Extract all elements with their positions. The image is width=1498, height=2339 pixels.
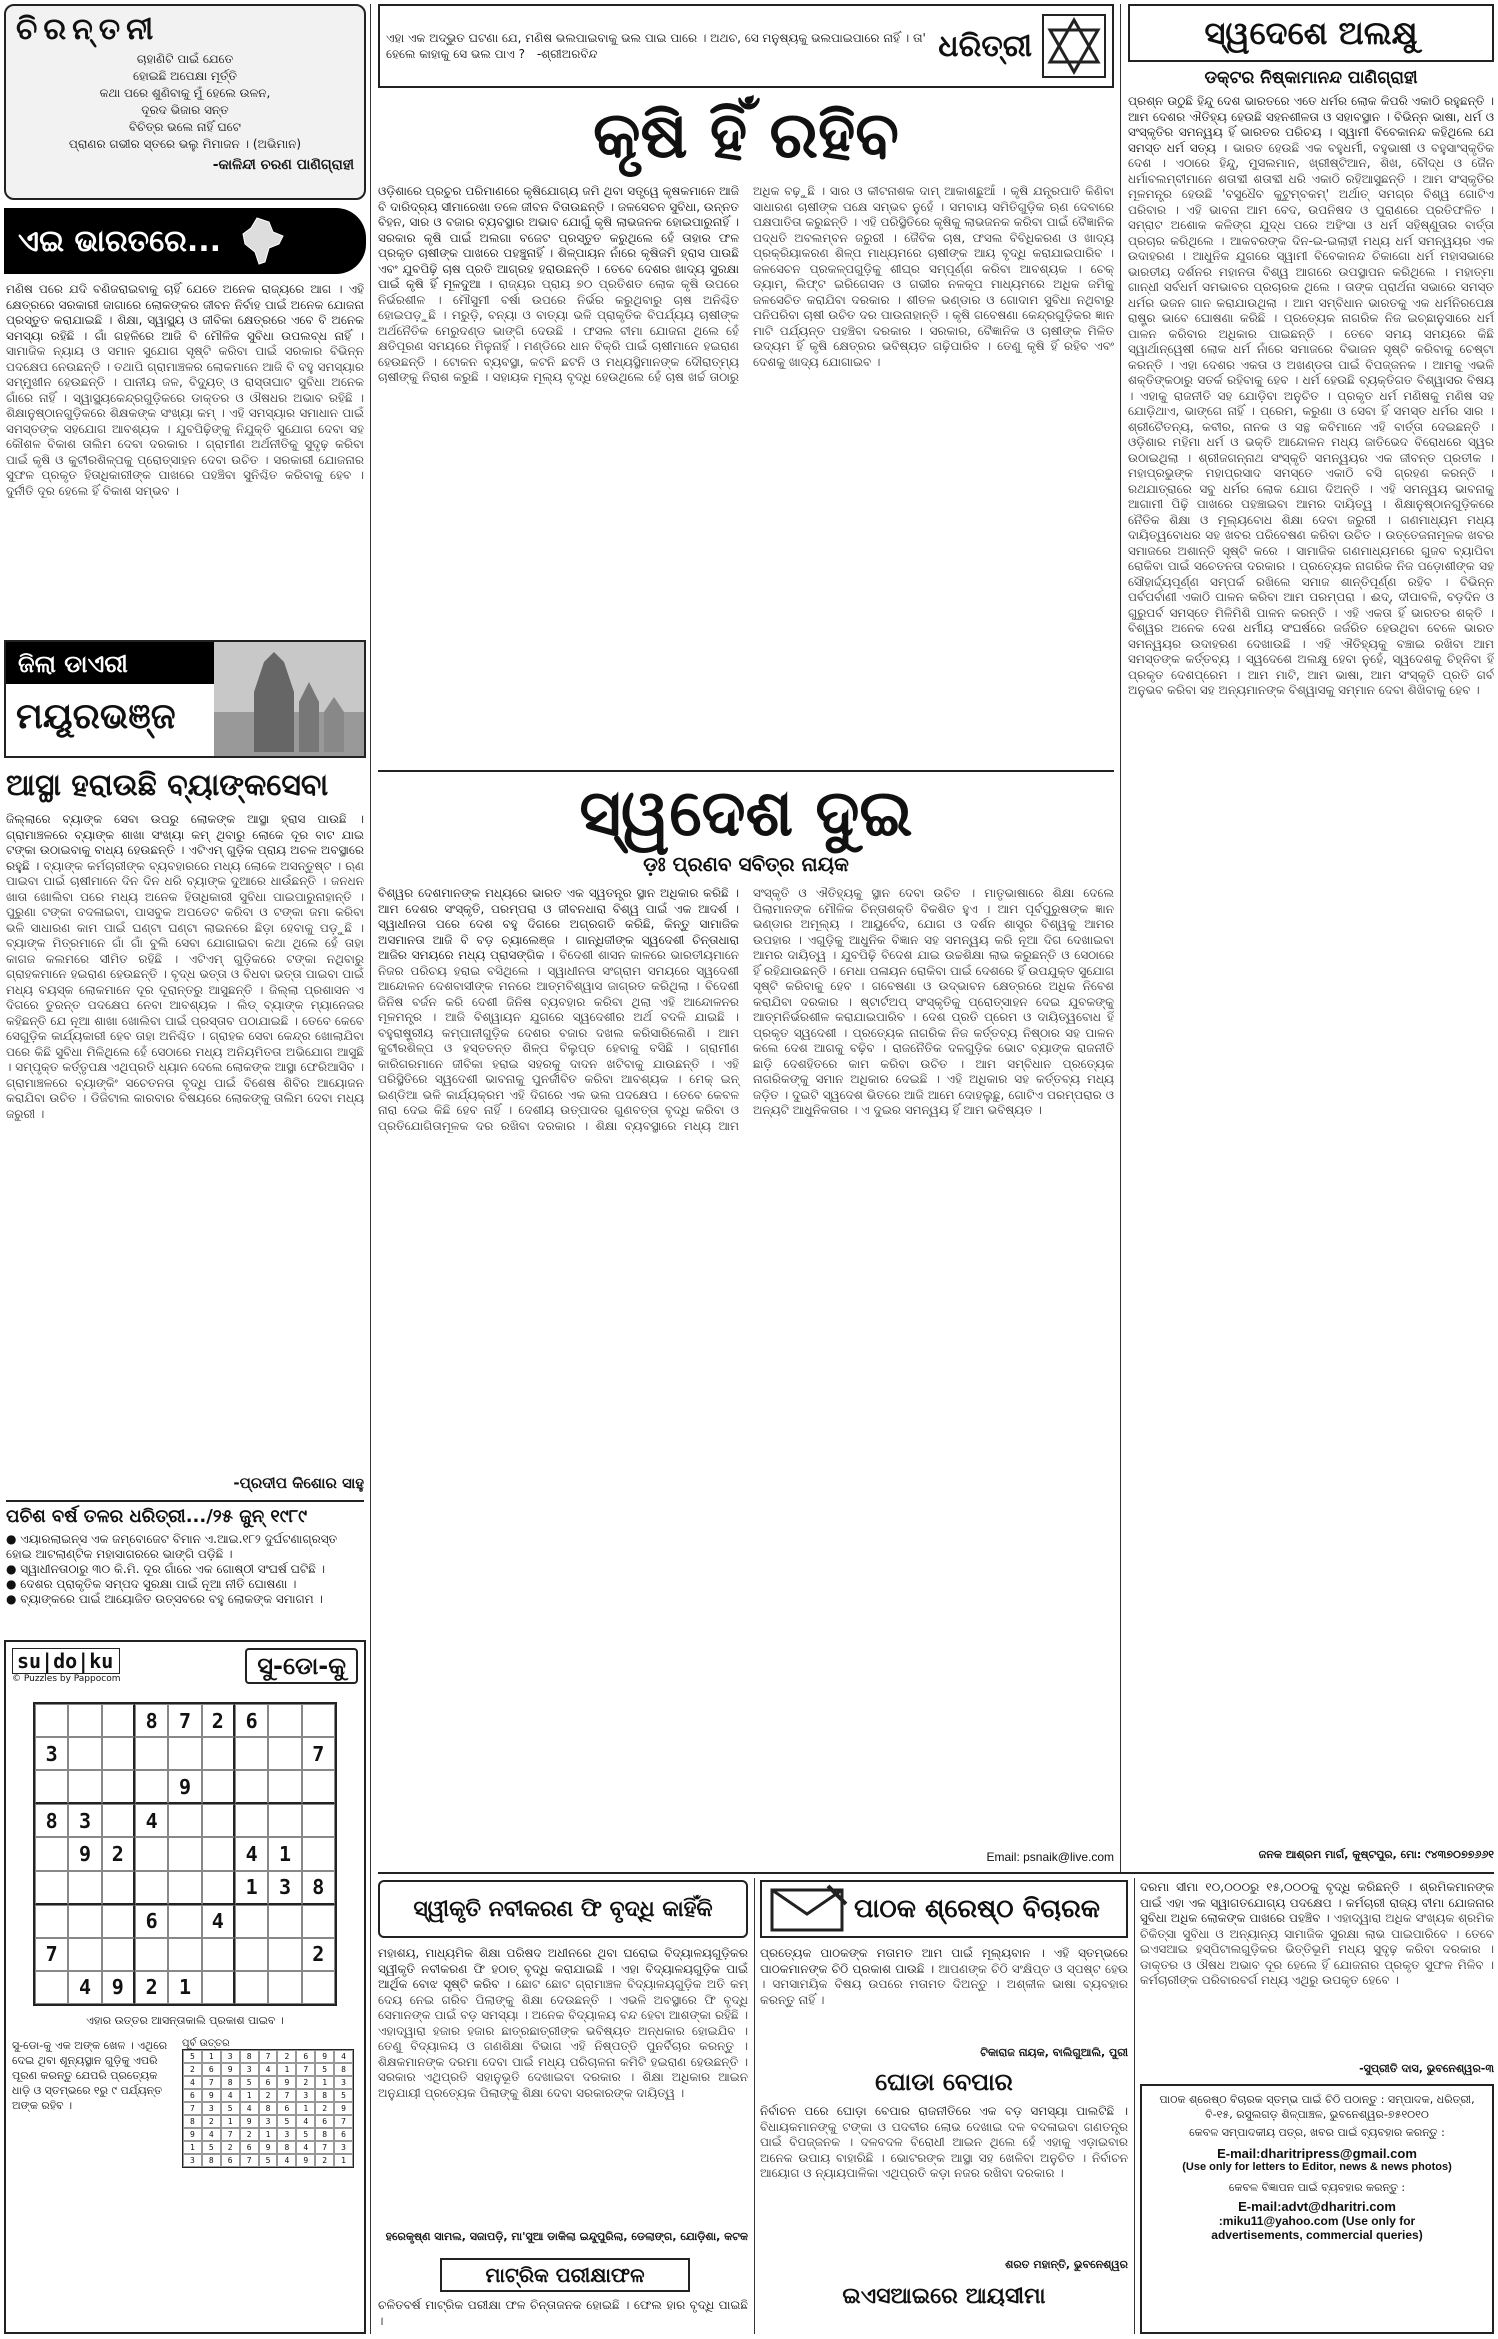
- sudoku-prev-cell: 8: [183, 2115, 202, 2128]
- swadesh-dui-email: Email: psnaik@live.com: [986, 1850, 1114, 1864]
- masthead: [378, 4, 1114, 88]
- sudoku-prev-cell: 7: [259, 2050, 278, 2063]
- sudoku-cell: [302, 1837, 335, 1870]
- swadesh-dui-headline: ସ୍ୱଦେଶ ଦୁଇ: [579, 777, 913, 851]
- sudoku-prev-cell: 5: [221, 2102, 240, 2115]
- sudoku-prev-cell: 7: [202, 2076, 221, 2089]
- sudoku-prev-cell: 2: [277, 2050, 296, 2063]
- sudoku-cell: 7: [168, 1704, 201, 1737]
- poem-line: ହୋଇଛି ଅପେକ୍ଷା ମୂର୍ତ୍ତି: [133, 69, 237, 83]
- sudoku-prev-cell: 7: [277, 2089, 296, 2102]
- sudoku-prev-cell: 1: [334, 2154, 353, 2167]
- contact-line3: କେବଳ ବିଜ୍ଞାପନ ପାଇଁ ବ୍ୟବହାର କରନ୍ତୁ :: [1228, 2181, 1406, 2194]
- sudoku-prev-cell: 1: [296, 2102, 315, 2115]
- sweekruti-signature: ହରେକୃଷ୍ଣ ସାମଲ, ସଜାପଡ଼ି, ମା'ସୁଆ ଡାକିଲା ଇନ୍ଦୁପୁରିଲା, ଡେଲାଙ୍ଗ, ଯୋଡ଼ିଶା, କଟକ: [385, 2230, 748, 2243]
- sudoku-cell: [202, 1871, 235, 1905]
- twentyfive-years-list: [6, 1532, 364, 1607]
- sudoku-prev-cell: 9: [296, 2154, 315, 2167]
- sudoku-grid: [33, 1702, 337, 2006]
- swadeshe-alankhu-byline: ଡକ୍ଟର ନିଷ୍କାମାନନ୍ଦ ପାଣିଗ୍ରାହୀ: [1204, 68, 1418, 88]
- sudoku-prev-cell: 2: [202, 2115, 221, 2128]
- sudoku-cell: [235, 1804, 268, 1837]
- sudoku-prev-cell: 3: [183, 2154, 202, 2167]
- sudoku-prev-cell: 6: [259, 2076, 278, 2089]
- sudoku-cell: 1: [235, 1871, 268, 1905]
- star-emblem-icon: [1042, 14, 1106, 78]
- sudoku-prev-cell: 9: [183, 2128, 202, 2141]
- contact-email-editor-note: (Use only for letters to Editor, news & news photos): [1182, 2161, 1452, 2173]
- sudoku-prev-cell: 7: [296, 2063, 315, 2076]
- sudoku-prev-cell: 7: [334, 2115, 353, 2128]
- sudoku-header: [12, 1648, 358, 1684]
- swadesh-dui-body: ବିଶ୍ୱର ଦେଶମାନଙ୍କ ମଧ୍ୟରେ ଭାରତ ଏକ ସ୍ୱତନ୍ତ୍ର ସ୍ଥାନ ଅଧିକାର କରିଛି । ଆମ ଦେଶର ସଂସ୍କୃତି, ପରମ୍ପରା ଓ ଜୀବନଧାରା ବିଶ୍ୱ ପାଇଁ ଏକ ଆଦର୍ଶ । ସ୍ୱାଧୀନତା ପରେ ଦେଶ ବହୁ ଦିଗରେ ଅଗ୍ରଗତି କରିଛି, କିନ୍ତୁ ସାମାଜିକ ଅସମାନତା ଆଜି ବି ବଡ଼ ଚ୍ୟାଲେଞ୍ଜ । ଗାନ୍ଧିଜୀଙ୍କ ସ୍ୱଦେଶୀ ଚିନ୍ତାଧାରା ଆଜିର ସମୟରେ ମଧ୍ୟ ପ୍ରାସଙ୍ଗିକ । ବିଦେଶୀ ଶାସନ କାଳରେ ଭାରତୀୟମାନେ ନିଜର ପରିଚୟ ହରାଇ ବସିଥିଲେ । ସ୍ୱାଧୀନତା ସଂଗ୍ରାମ ସମୟରେ ସ୍ୱଦେଶୀ ଆନ୍ଦୋଳନ ଦେଶବାସୀଙ୍କ ମନରେ ଆତ୍ମବିଶ୍ୱାସ ଜାଗ୍ରତ କରିଥିଲା । ବିଦେଶୀ ଜିନିଷ ବର୍ଜନ କରି ଦେଶୀ ଜିନିଷ ବ୍ୟବହାର କରିବା ଥିଲା ଏହି ଆନ୍ଦୋଳନର ମୂଳମନ୍ତ୍ର । ଆଜି ବିଶ୍ୱାୟନ ଯୁଗରେ ସ୍ୱଦେଶୀର ଅର୍ଥ ବଦଳି ଯାଇଛି । ବହୁରାଷ୍ଟ୍ରୀୟ କମ୍ପାନୀଗୁଡ଼ିକ ଦେଶର ବଜାର ଦଖଲ କରିସାରିଲେଣି । ଆମ କୁଟୀରଶିଳ୍ପ ଓ ହସ୍ତତନ୍ତ ଶିଳ୍ପ ବିଲୁପ୍ତ ହେବାକୁ ବସିଛି । ଗ୍ରାମୀଣ କାରିଗରମାନେ ଜୀବିକା ହରାଇ ସହରକୁ ଦାଦନ ଖଟିବାକୁ ଯାଉଛନ୍ତି । ଏହି ପରିସ୍ଥିତିରେ ସ୍ୱଦେଶୀ ଭାବନାକୁ ପୁନର୍ଜୀବିତ କରିବା ଆବଶ୍ୟକ । ମେକ୍ ଇନ୍ ଇଣ୍ଡିଆ ଭଳି କାର୍ଯ୍ୟକ୍ରମ ଏହି ଦିଗରେ ଏକ ଭଲ ପଦକ୍ଷେପ । ତେବେ କେବଳ ନାରା ଦେଇ କିଛି ହେବ ନାହିଁ । ଦେଶୀୟ ଉତ୍ପାଦର ଗୁଣବତ୍ତା ବୃଦ୍ଧି କରିବା ଓ ପ୍ରତିଯୋଗିତାମୂଳକ ଦର ରଖିବା ଦରକାର । ଶିକ୍ଷା ବ୍ୟବସ୍ଥାରେ ମଧ୍ୟ ଆମ ସଂସ୍କୃତି ଓ ଐତିହ୍ୟକୁ ସ୍ଥାନ ଦେବା ଉଚିତ । ମାତୃଭାଷାରେ ଶିକ୍ଷା ଦେଲେ ପିଲାମାନଙ୍କ ମୌଳିକ ଚିନ୍ତାଶକ୍ତି ବିକଶିତ ହୁଏ । ଆମ ପୂର୍ବପୁରୁଷଙ୍କ ଜ୍ଞାନ ଭଣ୍ଡାର ଅମୂଲ୍ୟ । ଆୟୁର୍ବେଦ, ଯୋଗ ଓ ଦର୍ଶନ ଶାସ୍ତ୍ର ବିଶ୍ୱକୁ ଆମର ଉପହାର । ଏଗୁଡ଼ିକୁ ଆଧୁନିକ ବିଜ୍ଞାନ ସହ ସମନ୍ୱୟ କରି ନୂଆ ଦିଗ ଦେଖାଇବା ଆମର ଦାୟିତ୍ୱ । ଯୁବପିଢ଼ି ବିଦେଶ ଯାଇ ଉଚ୍ଚଶିକ୍ଷା ଲାଭ କରୁଛନ୍ତି ଓ ସେଠାରେ ହିଁ ରହିଯାଉଛନ୍ତି । ମେଧା ପଳାୟନ ରୋକିବା ପାଇଁ ଦେଶରେ ହିଁ ଉପଯୁକ୍ତ ସୁଯୋଗ ସୃଷ୍ଟି କରିବାକୁ ହେବ । ଗବେଷଣା ଓ ଉଦ୍ଭାବନ କ୍ଷେତ୍ରରେ ଅଧିକ ନିବେଶ କରାଯିବା ଦରକାର । ଷ୍ଟାର୍ଟଅପ୍ ସଂସ୍କୃତିକୁ ପ୍ରୋତ୍ସାହନ ଦେଇ ଯୁବକଙ୍କୁ ଆତ୍ମନିର୍ଭରଶୀଳ କରାଯାଇପାରିବ । ଦେଶ ପ୍ରତି ପ୍ରେମ ଓ ଦାୟିତ୍ୱବୋଧ ହିଁ ପ୍ରକୃତ ସ୍ୱଦେଶୀ । ପ୍ରତ୍ୟେକ ନାଗରିକ ନିଜ କର୍ତ୍ତବ୍ୟ ନିଷ୍ଠାର ସହ ପାଳନ କଲେ ଦେଶ ଆଗକୁ ବଢ଼ିବ । ରାଜନୈତିକ ଦଳଗୁଡ଼ିକ ଭୋଟ ବ୍ୟାଙ୍କ ରାଜନୀତି ଛାଡ଼ି ଦେଶହିତରେ କାମ କରିବା ଉଚିତ । ଆମ ସମ୍ବିଧାନ ପ୍ରତ୍ୟେକ ନାଗରିକଙ୍କୁ ସମାନ ଅଧିକାର ଦେଇଛି । ଏହି ଅଧିକାର ସହ କର୍ତ୍ତବ୍ୟ ମଧ୍ୟ ଜଡ଼ିତ । ଦୁଇଟି ସ୍ୱଦେଶ ଭିତରେ ଆଜି ଆମେ ଦୋହଲୁଛୁ, ଗୋଟିଏ ପରମ୍ପରାର ଓ ଅନ୍ୟଟି ଆଧୁନିକତାର । ଏ ଦୁଇର ସମନ୍ୱୟ ହିଁ ଆମ ଭବିଷ୍ୟତ ।: [378, 886, 1114, 1133]
- sudoku-cell: [268, 1971, 301, 2004]
- sudoku-cell: [268, 1905, 301, 1938]
- chirantani-author: -କାଳିନ୍ଦୀ ଚରଣ ପାଣିଗ୍ରାହୀ: [212, 157, 354, 173]
- sudoku-prev-cell: 8: [259, 2102, 278, 2115]
- boxed-right-signature: -ସୁପ୍ରୀତି ଦାସ, ଭୁବନେଶ୍ୱର-୩: [1359, 2062, 1494, 2075]
- sudoku-cell: 7: [35, 1938, 68, 1971]
- sudoku-prev-cell: 4: [221, 2089, 240, 2102]
- sudoku-cell: [168, 1837, 201, 1870]
- sudoku-prev-cell: 8: [315, 2089, 334, 2102]
- sudoku-cell: [135, 1871, 168, 1905]
- pathak-signature: ଟିକାରାଜ ନାୟକ, ବାଲିଗୁଆଲି, ପୁରୀ: [980, 2046, 1128, 2059]
- sudoku-cell: [268, 1770, 301, 1804]
- sudoku-prev-cell: 3: [202, 2102, 221, 2115]
- sudoku-cell: [268, 1737, 301, 1770]
- sudoku-cell: [102, 1905, 135, 1938]
- sudoku-prev-cell: 3: [259, 2115, 278, 2128]
- district-diary-banner: [4, 640, 366, 758]
- sudoku-title: ସୁ-ଡୋ-କୁ: [245, 1648, 358, 1684]
- sudoku-cell: [235, 1971, 268, 2004]
- sudoku-prev-cell: 6: [315, 2115, 334, 2128]
- sudoku-prev-cell: 9: [259, 2141, 278, 2154]
- sudoku-prev-cell: 8: [334, 2063, 353, 2076]
- sudoku-answer-note: ଏହାର ଉତ୍ତର ଆସନ୍ତାକାଲି ପ୍ରକାଶ ପାଇବ ।: [86, 2014, 284, 2027]
- sudoku-cell: [202, 1737, 235, 1770]
- sudoku-prev-cell: 1: [240, 2089, 259, 2102]
- sudoku-cell: [202, 1971, 235, 2004]
- sudoku-prev-cell: 4: [296, 2141, 315, 2154]
- sudoku-cell: [168, 1737, 201, 1770]
- sudoku-cell: [235, 1938, 268, 1971]
- ghoda-body: ନିର୍ବାଚନ ପରେ ଘୋଡ଼ା ବେପାର ରାଜନୀତିରେ ଏକ ବଡ଼ ସମସ୍ୟା ପାଲଟିଛି । ବିଧାୟକମାନଙ୍କୁ ଟଙ୍କା ଓ ପଦବୀର ଲୋଭ ଦେଖାଇ ଦଳ ବଦଳାଇବା ଗଣତନ୍ତ୍ର ପାଇଁ ବିପଜ୍ଜନକ । ଦଳବଦଳ ବିରୋଧୀ ଆଇନ ଥିଲେ ହେଁ ଏହାକୁ ଏଡ଼ାଇବାର ଅନେକ ଉପାୟ ବାହାରିଛି । ଭୋଟରଙ୍କ ଆସ୍ଥା ସହ ଖେଳିବା ଅନୁଚିତ । ନିର୍ବାଚନ ଆୟୋଗ ଓ ନ୍ୟାୟପାଳିକା ଏଥିପ୍ରତି କଡ଼ା ନଜର ରଖିବା ଦରକାର ।: [760, 2104, 1128, 2180]
- sudoku-prev-cell: 3: [277, 2128, 296, 2141]
- sudoku-prev-cell: 6: [296, 2050, 315, 2063]
- list-item: ● ବ୍ୟାଙ୍କରେ ପାଇଁ ଆୟୋଜିତ ଉତ୍ସବରେ ବହୁ ଲୋକଙ୍କ ସମାଗମ ।: [6, 1592, 323, 1606]
- sudoku-panel: [4, 1640, 366, 2334]
- sudoku-prev-answer-grid: [182, 2049, 354, 2168]
- sudoku-prev-cell: 4: [334, 2050, 353, 2063]
- sudoku-prev-cell: 2: [296, 2076, 315, 2089]
- sudoku-prev-cell: 8: [315, 2128, 334, 2141]
- sudoku-cell: 3: [68, 1804, 101, 1837]
- sudoku-prev-cell: 1: [277, 2063, 296, 2076]
- sudoku-rules: ସୁ-ଡୋ-କୁ ଏକ ଅଙ୍କ ଖେଳ । ଏଥିରେ ଦେଇ ଥିବା ଶୂନ୍ୟସ୍ଥାନ ଗୁଡ଼ିକୁ ଏପରି ପୂରଣ କରନ୍ତୁ ଯେପରି ପ୍ରତ୍ୟେକ ଧାଡ଼ି ଓ ସ୍ତମ୍ଭରେ ୧ରୁ ୯ ପର୍ଯ୍ୟନ୍ତ ଅଙ୍କ ରହିବ ।: [12, 2039, 168, 2112]
- sudoku-cell: [35, 1971, 68, 2004]
- sudoku-cell: [102, 1938, 135, 1971]
- sudoku-prev-cell: 4: [240, 2102, 259, 2115]
- sudoku-cell: [235, 1905, 268, 1938]
- sudoku-prev-cell: 2: [221, 2141, 240, 2154]
- sudoku-cell: [68, 1905, 101, 1938]
- sudoku-cell: 2: [202, 1704, 235, 1737]
- district-diary-label: ଜିଲା ଡାଏରୀ: [6, 642, 214, 684]
- sudoku-prev-cell: 8: [240, 2050, 259, 2063]
- sudoku-prev-cell: 8: [221, 2076, 240, 2089]
- sudoku-prev-cell: 5: [183, 2050, 202, 2063]
- sudoku-cell: [35, 1704, 68, 1737]
- sudoku-prev-cell: 6: [221, 2154, 240, 2167]
- sudoku-cell: 1: [168, 1971, 201, 2004]
- sudoku-cell: [68, 1737, 101, 1770]
- pathak-body: ପ୍ରତ୍ୟେକ ପାଠକଙ୍କ ମତାମତ ଆମ ପାଇଁ ମୂଲ୍ୟବାନ । ଏହି ସ୍ତମ୍ଭରେ ପାଠକମାନଙ୍କ ଚିଠି ପ୍ରକାଶ ପାଉଛି । ଆପଣଙ୍କ ଚିଠି ସଂକ୍ଷିପ୍ତ ଓ ସ୍ପଷ୍ଟ ହେଉ । ସମସାମୟିକ ବିଷୟ ଉପରେ ମତାମତ ଦିଅନ୍ତୁ । ଅଶ୍ଳୀଳ ଭାଷା ବ୍ୟବହାର କରନ୍ତୁ ନାହିଁ ।: [760, 1946, 1128, 2007]
- sudoku-prev-cell: 7: [315, 2141, 334, 2154]
- sudoku-cell: 8: [35, 1804, 68, 1837]
- sudoku-cell: [235, 1737, 268, 1770]
- sudoku-prev-cell: 5: [277, 2115, 296, 2128]
- sudoku-cell: [302, 1804, 335, 1837]
- ei-bharatare-title: ଏଇ ଭାରତରେ...: [18, 223, 222, 259]
- sudoku-prev-cell: 3: [221, 2050, 240, 2063]
- sudoku-cell: [102, 1770, 135, 1804]
- sudoku-prev-cell: 1: [259, 2128, 278, 2141]
- swadeshe-alankhu-body: ପ୍ରଶ୍ନ ଉଠୁଛି ହିନ୍ଦୁ ଦେଶ ଭାରତରେ ଏତେ ଧର୍ମର ଲୋକ କିପରି ଏକାଠି ରହୁଛନ୍ତି । ଆମ ଦେଶର ଐତିହ୍ୟ ହେଉଛି ସହନଶୀଳତା ଓ ସହାବସ୍ଥାନ । ବିଭିନ୍ନ ଭାଷା, ଧର୍ମ ଓ ସଂସ୍କୃତିର ସମନ୍ୱୟ ହିଁ ଭାରତର ପରିଚୟ । ସ୍ୱାମୀ ବିବେକାନନ୍ଦ କହିଥିଲେ ଯେ ସମସ୍ତ ଧର୍ମ ସତ୍ୟ । ଭାରତ ହେଉଛି ଏକ ବହୁଧର୍ମୀ, ବହୁଭାଷୀ ଓ ବହୁସାଂସ୍କୃତିକ ଦେଶ । ଏଠାରେ ହିନ୍ଦୁ, ମୁସଲମାନ, ଖ୍ରୀଷ୍ଟିଆନ, ଶିଖ, ବୌଦ୍ଧ ଓ ଜୈନ ଧର୍ମାବଲମ୍ବୀମାନେ ଶତାବ୍ଦୀ ଶତାବ୍ଦୀ ଧରି ଏକାଠି ରହିଆସୁଛନ୍ତି । ଆମ ସଂସ୍କୃତିର ମୂଳମନ୍ତ୍ର ହେଉଛି 'ବସୁଧୈବ କୁଟୁମ୍ବକମ୍' ଅର୍ଥାତ୍ ସମଗ୍ର ବିଶ୍ୱ ଗୋଟିଏ ପରିବାର । ଏହି ଭାବନା ଆମ ବେଦ, ଉପନିଷଦ ଓ ପୁରାଣରେ ପ୍ରତିଫଳିତ । ସମ୍ରାଟ ଅଶୋକ କଳିଙ୍ଗ ଯୁଦ୍ଧ ପରେ ଅହିଂସା ଓ ଧର୍ମ ସହିଷ୍ଣୁତାର ବାର୍ତ୍ତା ପ୍ରଚାର କରିଥିଲେ । ଆକବରଙ୍କ ଦିନ-ଇ-ଇଲାହୀ ମଧ୍ୟ ଧର୍ମ ସମନ୍ୱୟର ଏକ ଉଦାହରଣ । ଆଧୁନିକ ଯୁଗରେ ସ୍ୱାମୀ ବିବେକାନନ୍ଦ ଚିକାଗୋ ଧର୍ମ ମହାସଭାରେ ଭାରତୀୟ ଦର୍ଶନର ମହାନତା ବିଶ୍ୱ ଆଗରେ ଉପସ୍ଥାପନ କରିଥିଲେ । ମହାତ୍ମା ଗାନ୍ଧୀ ସର୍ବଧର୍ମ ସମଭାବର ପ୍ରଚାରକ ଥିଲେ । ତାଙ୍କ ପ୍ରାର୍ଥନା ସଭାରେ ସମସ୍ତ ଧର୍ମର ଭଜନ ଗାନ କରାଯାଉଥିଲା । ଆମ ସମ୍ବିଧାନ ଭାରତକୁ ଏକ ଧର୍ମନିରପେକ୍ଷ ରାଷ୍ଟ୍ର ଭାବେ ଘୋଷଣା କରିଛି । ପ୍ରତ୍ୟେକ ନାଗରିକ ନିଜ ଇଚ୍ଛାନୁସାରେ ଧର୍ମ ପାଳନ କରିବାର ଅଧିକାର ପାଇଛନ୍ତି । ତେବେ ସମୟ ସମୟରେ କିଛି ସ୍ୱାର୍ଥାନ୍ୱେଷୀ ଲୋକ ଧର୍ମ ନାଁରେ ସମାଜରେ ବିଭାଜନ ସୃଷ୍ଟି କରିବାକୁ ଚେଷ୍ଟା କରନ୍ତି । ଏହା ଦେଶର ଏକତା ଓ ଅଖଣ୍ଡତା ପାଇଁ ବିପଜ୍ଜନକ । ଆମକୁ ଏଭଳି ଶକ୍ତିଙ୍କଠାରୁ ସତର୍କ ରହିବାକୁ ହେବ । ଧର୍ମ ହେଉଛି ବ୍ୟକ୍ତିଗତ ବିଶ୍ୱାସର ବିଷୟ । ଏହାକୁ ରାଜନୀତି ସହ ଯୋଡ଼ିବା ଅନୁଚିତ । ପ୍ରକୃତ ଧର୍ମ ମଣିଷକୁ ମଣିଷ ସହ ଯୋଡ଼ିଥାଏ, ଭାଙ୍ଗେ ନାହିଁ । ପ୍ରେମ, କରୁଣା ଓ ସେବା ହିଁ ସମସ୍ତ ଧର୍ମର ସାର । ଶ୍ରୀଚୈତନ୍ୟ, କବୀର, ନାନକ ଓ ସନ୍ଥ କବିମାନେ ଏହି ବାର୍ତ୍ତା ଦେଇଛନ୍ତି । ଓଡ଼ିଶାର ମହିମା ଧର୍ମ ଓ ଭକ୍ତି ଆନ୍ଦୋଳନ ମଧ୍ୟ ଜାତିଭେଦ ବିରୋଧରେ ସ୍ୱର ଉଠାଇଥିଲା । ଶ୍ରୀଜଗନ୍ନାଥ ସଂସ୍କୃତି ସମନ୍ୱୟର ଏକ ଜୀବନ୍ତ ପ୍ରତୀକ । ମହାପ୍ରଭୁଙ୍କ ମହାପ୍ରସାଦ ସମସ୍ତେ ଏକାଠି ବସି ଗ୍ରହଣ କରନ୍ତି । ରଥଯାତ୍ରାରେ ସବୁ ଧର୍ମର ଲୋକ ଯୋଗ ଦିଅନ୍ତି । ଏହି ସମନ୍ୱୟ ଭାବନାକୁ ଆଗାମୀ ପିଢ଼ି ପାଖରେ ପହଞ୍ଚାଇବା ଆମର ଦାୟିତ୍ୱ । ଶିକ୍ଷାନୁଷ୍ଠାନଗୁଡ଼ିକରେ ନୈତିକ ଶିକ୍ଷା ଓ ମୂଲ୍ୟବୋଧ ଶିକ୍ଷା ଦେବା ଜରୁରୀ । ଗଣମାଧ୍ୟମ ମଧ୍ୟ ଦାୟିତ୍ୱବୋଧର ସହ ଖବର ପରିବେଷଣ କରିବା ଉଚିତ । ଉତ୍ତେଜନାମୂଳକ ଖବର ସମାଜରେ ଅଶାନ୍ତି ସୃଷ୍ଟି କରେ । ସାମାଜିକ ଗଣମାଧ୍ୟମରେ ଗୁଜବ ବ୍ୟାପିବା ରୋକିବା ପାଇଁ ସଚେତନତା ଦରକାର । ପ୍ରତ୍ୟେକ ନାଗରିକ ନିଜ ପଡ଼ୋଶୀଙ୍କ ସହ ସୌହାର୍ଦ୍ଦ୍ୟପୂର୍ଣ୍ଣ ସମ୍ପର୍କ ରଖିଲେ ସମାଜ ଶାନ୍ତିପୂର୍ଣ୍ଣ ରହିବ । ବିଭିନ୍ନ ପର୍ବପର୍ବାଣୀ ଏକାଠି ପାଳନ କରିବା ଆମ ପରମ୍ପରା । ଈଦ୍, ଦୀପାବଳି, ବଡ଼ଦିନ ଓ ଗୁରୁପର୍ବ ସମସ୍ତେ ମିଳିମିଶି ପାଳନ କରନ୍ତି । ଏହି ଏକତା ହିଁ ଭାରତର ଶକ୍ତି । ବିଶ୍ୱର ଅନେକ ଦେଶ ଧର୍ମୀୟ ସଂଘର୍ଷରେ ଜର୍ଜରିତ ହେଉଥିବା ବେଳେ ଭାରତ ସମନ୍ୱୟର ଉଦାହରଣ ଦେଖାଉଛି । ଏହି ଐତିହ୍ୟକୁ ବଞ୍ଚାଇ ରଖିବା ଆମ ସମସ୍ତଙ୍କ କର୍ତ୍ତବ୍ୟ । ସ୍ୱଦେଶେ ଅଲକ୍ଷୁ ହେବା ନୁହେଁ, ସ୍ୱଦେଶକୁ ଚିହ୍ନିବା ହିଁ ପ୍ରକୃତ ଦେଶପ୍ରେମ । ଆମ ମାଟି, ଆମ ଭାଷା, ଆମ ସଂସ୍କୃତି ପ୍ରତି ଗର୍ବ ଅନୁଭବ କରିବା ସହ ଅନ୍ୟମାନଙ୍କ ବିଶ୍ୱାସକୁ ସମ୍ମାନ ଦେବା ଶିଖିବାକୁ ହେବ ।: [1128, 94, 1494, 697]
- sudoku-prev-cell: 1: [221, 2115, 240, 2128]
- sudoku-prev-cell: 5: [315, 2063, 334, 2076]
- sudoku-cell: [102, 1737, 135, 1770]
- sudoku-prev-cell: 4: [277, 2154, 296, 2167]
- sudoku-prev-cell: 6: [334, 2128, 353, 2141]
- sudoku-cell: [102, 1704, 135, 1737]
- sudoku-prev-cell: 4: [202, 2128, 221, 2141]
- district-headline: ଆସ୍ଥା ହରାଉଛି ବ୍ୟାଙ୍କସେବା: [6, 768, 329, 803]
- poem-line: ଚାହାଣିଟି ପାଇଁ ଯେତେ: [136, 52, 234, 66]
- chirantani-poem: [16, 51, 354, 153]
- sudoku-cell: 8: [302, 1871, 335, 1905]
- krushi-headline: କୃଷି ହିଁ ରହିବ: [593, 99, 899, 173]
- ei-bharatare-header: [4, 208, 366, 274]
- sudoku-cell: 9: [102, 1971, 135, 2004]
- sudoku-cell: [202, 1804, 235, 1837]
- sudoku-cell: 9: [168, 1770, 201, 1804]
- sudoku-prev-cell: 2: [259, 2089, 278, 2102]
- sudoku-cell: [135, 1737, 168, 1770]
- contact-email-editor[interactable]: E-mail:dharitripress@gmail.com: [1217, 2146, 1417, 2161]
- sudoku-prev-cell: 7: [240, 2154, 259, 2167]
- sudoku-prev-cell: 3: [240, 2063, 259, 2076]
- temple-photo: [214, 642, 364, 756]
- list-item: ● ଏୟାରଲାଇନ୍ସ ଏକ ଜମ୍ବୋଜେଟ ବିମାନ ଏ.ଆଇ.୧୮୨ ଦୁର୍ଘଟଣାଗ୍ରସ୍ତ ହୋଇ ଆଟଲାଣ୍ଟିକ ମହାସାଗରରେ ଭାଙ୍ଗି ପଡ଼ିଛି ।: [6, 1532, 338, 1561]
- sudoku-cell: [302, 1704, 335, 1737]
- contact-line1: ପାଠକ ଶ୍ରେଷ୍ଠ ବିଚାରକ ସ୍ତମ୍ଭ ପାଇଁ ଚିଠି ପଠାନ୍ତୁ : ସମ୍ପାଦକ, ଧରିତ୍ରୀ, ବି-୧୫, ରସୁଲଗଡ଼ ଶିଳ୍ପାଞ୍ଚଳ, ଭୁବନେଶ୍ୱର-୭୫୧୦୧୦: [1159, 2093, 1475, 2121]
- sudoku-cell: [68, 1938, 101, 1971]
- sudoku-cell: [302, 1971, 335, 2004]
- contact-email-advt-note: advertisements, commercial queries): [1211, 2228, 1423, 2242]
- sudoku-prev-cell: 2: [183, 2063, 202, 2076]
- sudoku-cell: [168, 1905, 201, 1938]
- sudoku-prev-cell: 5: [259, 2154, 278, 2167]
- sudoku-cell: [168, 1871, 201, 1905]
- sudoku-cell: [35, 1871, 68, 1905]
- sudoku-prev-cell: 3: [296, 2089, 315, 2102]
- sudoku-cell: 4: [68, 1971, 101, 2004]
- sudoku-cell: [268, 1804, 301, 1837]
- sudoku-prev-cell: 8: [277, 2141, 296, 2154]
- sudoku-prev-cell: 9: [221, 2063, 240, 2076]
- poem-line: କଥା ପରେ ଶୁଣିବାକୁ ମୁଁ ହେଲେ ଉଳନ,: [99, 86, 271, 100]
- sudoku-prev-cell: 5: [240, 2076, 259, 2089]
- sudoku-cell: [135, 1938, 168, 1971]
- sudoku-cell: [268, 1938, 301, 1971]
- district-byline: -ପ୍ରଦୀପ କିଶୋର ସାହୁ: [233, 1474, 364, 1492]
- sudoku-prev-cell: 7: [183, 2102, 202, 2115]
- sudoku-prev-cell: 5: [334, 2089, 353, 2102]
- ei-bharatare-body: ମଣିଷ ପରେ ଯଦି ବଣିଜରାଇବାକୁ ଚାହିଁ ଯେତେ ଅନେକ ରାଜ୍ୟରେ ଆଗ । ଏହି କ୍ଷେତ୍ରରେ ସରକାରୀ ଜାଗାରେ ଲୋକଙ୍କର ଜୀବନ ନିର୍ବାହ ପାଇଁ ଅନେକ ଯୋଜନା ପ୍ରସ୍ତୁତ କରାଯାଇଛି । ଶିକ୍ଷା, ସ୍ୱାସ୍ଥ୍ୟ ଓ ଜୀବିକା କ୍ଷେତ୍ରରେ ଏବେ ବି ଅନେକ ସମସ୍ୟା ରହିଛି । ଗାଁ ଗହଳିରେ ଆଜି ବି ମୌଳିକ ସୁବିଧା ଉପଲବ୍ଧ ନାହିଁ । ସାମାଜିକ ନ୍ୟାୟ ଓ ସମାନ ସୁଯୋଗ ସୃଷ୍ଟି କରିବା ପାଇଁ ସରକାର ବିଭିନ୍ନ ପଦକ୍ଷେପ ନେଉଛନ୍ତି । ତଥାପି ଗ୍ରାମାଞ୍ଚଳର ଲୋକମାନେ ଆଜି ବି ବହୁ ସମସ୍ୟାର ସମ୍ମୁଖୀନ ହେଉଛନ୍ତି । ପାନୀୟ ଜଳ, ବିଦ୍ୟୁତ୍ ଓ ରାସ୍ତାଘାଟ ସୁବିଧା ଅନେକ ଗାଁରେ ନାହିଁ । ସ୍ୱାସ୍ଥ୍ୟକେନ୍ଦ୍ରଗୁଡ଼ିକରେ ଡାକ୍ତର ଓ ଔଷଧର ଅଭାବ ରହିଛି । ଶିକ୍ଷାନୁଷ୍ଠାନଗୁଡ଼ିକରେ ଶିକ୍ଷକଙ୍କ ସଂଖ୍ୟା କମ୍ । ଏହି ସମସ୍ୟାର ସମାଧାନ ପାଇଁ ସମସ୍ତଙ୍କ ସହଯୋଗ ଆବଶ୍ୟକ । ଯୁବପିଢ଼ିଙ୍କୁ ନିଯୁକ୍ତି ସୁଯୋଗ ଦେବା ସହ କୌଶଳ ବିକାଶ ତାଲିମ ଦେବା ଦରକାର । ଗ୍ରାମୀଣ ଅର୍ଥନୀତିକୁ ସୁଦୃଢ଼ କରିବା ପାଇଁ କୃଷି ଓ କୁଟୀରଶିଳ୍ପକୁ ପ୍ରୋତ୍ସାହନ ଦେବା ଉଚିତ । ସରକାରୀ ଯୋଜନାର ସୁଫଳ ପ୍ରକୃତ ହିତାଧିକାରୀଙ୍କ ପାଖରେ ପହଞ୍ଚିବା ସୁନିଶ୍ଚିତ କରିବାକୁ ହେବ । ଦୁର୍ନୀତି ଦୂର ହେଲେ ହିଁ ବିକାଶ ସମ୍ଭବ ।: [6, 282, 364, 498]
- sudoku-cell: 6: [235, 1704, 268, 1737]
- sudoku-prev-cell: 2: [315, 2102, 334, 2115]
- sudoku-prev-cell: 5: [202, 2141, 221, 2154]
- contact-line2: କେବଳ ସମ୍ପାଦକୀୟ ପତ୍ର, ଖବର ପାଇଁ ବ୍ୟବହାର କରନ୍ତୁ :: [1189, 2126, 1445, 2139]
- quote-author: -ଶ୍ରୀଅରବିନ୍ଦ: [536, 47, 598, 61]
- sudoku-cell: [202, 1837, 235, 1870]
- sudoku-prev-cell: 6: [183, 2089, 202, 2102]
- sudoku-prev-cell: 7: [221, 2128, 240, 2141]
- matric-headline: ମାଟ୍ରିକ ପରୀକ୍ଷାଫଳ: [485, 2263, 645, 2287]
- boxed-right-body: ଦରମା ସୀମା ୧୦,୦୦୦ରୁ ୧୫,୦୦୦କୁ ବୃଦ୍ଧି କରିଛନ୍ତି । ଶ୍ରମିକମାନଙ୍କ ପାଇଁ ଏହା ଏକ ସ୍ୱାଗତଯୋଗ୍ୟ ପଦକ୍ଷେପ । କର୍ମଚାରୀ ରାଜ୍ୟ ବୀମା ଯୋଜନାର ସୁବିଧା ଅଧିକ ଲୋକଙ୍କ ପାଖରେ ପହଞ୍ଚିବ । ଏହାଦ୍ୱାରା ଅଧିକ ସଂଖ୍ୟକ ଶ୍ରମିକ ଚିକିତ୍ସା ସୁବିଧା ଓ ଅନ୍ୟାନ୍ୟ ସାମାଜିକ ସୁରକ୍ଷା ଲାଭ ପାଇପାରିବେ । ତେବେ ଇଏସଆଇ ହସ୍ପିଟାଲଗୁଡ଼ିକର ଭିତ୍ତିଭୂମି ମଧ୍ୟ ସୁଦୃଢ଼ କରିବା ଦରକାର । ଡାକ୍ତର ଓ ଔଷଧ ଅଭାବ ଦୂର ହେଲେ ହିଁ ଯୋଜନାର ପ୍ରକୃତ ସୁଫଳ ମିଳିବ । କର୍ମଚାରୀଙ୍କ ପରିବାରବର୍ଗ ମଧ୍ୟ ଏଥିରୁ ଉପକୃତ ହେବେ ।: [1140, 1880, 1494, 1987]
- sudoku-prev-cell: 1: [183, 2141, 202, 2154]
- sudoku-logo: su|do|ku: [12, 1648, 120, 1674]
- sudoku-cell: 4: [135, 1804, 168, 1837]
- ias-headline: ଇଏସଆଇରେ ଆୟସୀମା: [842, 2284, 1046, 2309]
- sudoku-cell: [102, 1871, 135, 1905]
- sudoku-prev-cell: 6: [240, 2141, 259, 2154]
- sudoku-prev-cell: 9: [315, 2050, 334, 2063]
- sudoku-cell: 3: [268, 1871, 301, 1905]
- list-item: ● ଦେଶର ପ୍ରାକୃତିକ ସମ୍ପଦ ସୁରକ୍ଷା ପାଇଁ ନୂଆ ନୀତି ଘୋଷଣା ।: [6, 1577, 297, 1591]
- sudoku-cell: [302, 1905, 335, 1938]
- sudoku-prev-cell: 4: [296, 2115, 315, 2128]
- contact-email-yahoo[interactable]: :miku11@yahoo.com (Use only for: [1218, 2214, 1416, 2228]
- matric-body: ଚଳିତବର୍ଷ ମାଟ୍ରିକ ପରୀକ୍ଷା ଫଳ ଚିନ୍ତାଜନକ ହୋଇଛି । ଫେଲ ହାର ବୃଦ୍ଧି ପାଇଛି ।: [378, 2298, 748, 2328]
- chirantani-title: ଚିରନ୍ତନୀ: [16, 12, 160, 47]
- sudoku-prev-cell: 9: [334, 2102, 353, 2115]
- dharitri-logo: ଧରିତ୍ରୀ: [938, 28, 1032, 64]
- sudoku-cell: 7: [302, 1737, 335, 1770]
- india-map-icon: [235, 214, 289, 268]
- sweekruti-headline-box: [378, 1880, 748, 1938]
- sudoku-cell: [68, 1871, 101, 1905]
- sudoku-credit: © Puzzles by Pappocom: [12, 1674, 121, 1684]
- swadeshe-alankhu-headline-box: [1128, 4, 1494, 62]
- sudoku-cell: [68, 1770, 101, 1804]
- swadesh-dui-byline: ଡ଼ଃ ପ୍ରଣବ ସବିତ୍ର ନାୟକ: [643, 852, 849, 876]
- sudoku-cell: 8: [135, 1704, 168, 1737]
- poem-line: ପ୍ରାଣର ଗଭୀର ସ୍ତରେ ଭଲୁ ମିମାଜନ । (ଅଭିମାନ): [68, 137, 302, 151]
- krushi-body: ଓଡ଼ିଶାରେ ପ୍ରଚୁର ପରିମାଣରେ କୃଷିଯୋଗ୍ୟ ଜମି ଥିବା ସତ୍ତ୍ୱେ କୃଷକମାନେ ଆଜି ବି ଦାରିଦ୍ର୍ୟ ସୀମାରେଖା ତଳେ ଜୀବନ ବିତାଉଛନ୍ତି । ଜଳସେଚନ ସୁବିଧା, ଉନ୍ନତ ବିହନ, ସାର ଓ ବଜାର ବ୍ୟବସ୍ଥାର ଅଭାବ ଯୋଗୁଁ କୃଷି ଲାଭଜନକ ହୋଇପାରୁନାହିଁ । ସରକାର କୃଷି ପାଇଁ ଅଲଗା ବଜେଟ ପ୍ରସ୍ତୁତ କରୁଥିଲେ ହେଁ ତାହାର ଫଳ ପ୍ରକୃତ ଚାଷୀଙ୍କ ପାଖରେ ପହଞ୍ଚୁନାହିଁ । ଶିଳ୍ପାୟନ ନାଁରେ କୃଷିଜମି ହ୍ରାସ ପାଉଛି ଏବଂ ଯୁବପିଢ଼ି ଚାଷ ପ୍ରତି ଆଗ୍ରହ ହରାଉଛନ୍ତି । ତେବେ ଦେଶର ଖାଦ୍ୟ ସୁରକ୍ଷା ପାଇଁ କୃଷି ହିଁ ମୂଳଦୁଆ । ରାଜ୍ୟର ପ୍ରାୟ ୭୦ ପ୍ରତିଶତ ଲୋକ କୃଷି ଉପରେ ନିର୍ଭରଶୀଳ । ମୌସୁମୀ ବର୍ଷା ଉପରେ ନିର୍ଭର କରୁଥିବାରୁ ଚାଷ ଅନିଶ୍ଚିତ ହୋଇପଡ଼ୁଛି । ମରୁଡ଼ି, ବନ୍ୟା ଓ ବାତ୍ୟା ଭଳି ପ୍ରାକୃତିକ ବିପର୍ଯ୍ୟୟ ଚାଷୀଙ୍କ ଅର୍ଥନୈତିକ ମେରୁଦଣ୍ଡ ଭାଙ୍ଗି ଦେଉଛି । ଫସଲ ବୀମା ଯୋଜନା ଥିଲେ ହେଁ କ୍ଷତିପୂରଣ ସମୟରେ ମିଳୁନାହିଁ । ମଣ୍ଡିରେ ଧାନ ବିକ୍ରି ପାଇଁ ଚାଷୀମାନେ ହଇରାଣ ହେଉଛନ୍ତି । ଟୋକନ ବ୍ୟବସ୍ଥା, କଟନି ଛଟନି ଓ ମଧ୍ୟସ୍ଥିମାନଙ୍କ ଦୌରାତ୍ମ୍ୟ ଚାଷୀଙ୍କୁ ନିରାଶ କରୁଛି । ସହାୟକ ମୂଲ୍ୟ ବୃଦ୍ଧି ହେଉଥିଲେ ହେଁ ଚାଷ ଖର୍ଚ୍ଚ ତାଠାରୁ ଅଧିକ ବଢ଼ୁଛି । ସାର ଓ କୀଟନାଶକ ଦାମ୍ ଆକାଶଛୁଆଁ । କୃଷି ଯନ୍ତ୍ରପାତି କିଣିବା ସାଧାରଣ ଚାଷୀଙ୍କ ପକ୍ଷେ ସମ୍ଭବ ନୁହେଁ । ସମବାୟ ସମିତିଗୁଡ଼ିକ ଋଣ ଦେବାରେ ପକ୍ଷପାତିତା କରୁଛନ୍ତି । ଏହି ପରିସ୍ଥିତିରେ କୃଷିକୁ ଲାଭଜନକ କରିବା ପାଇଁ ବୈଜ୍ଞାନିକ ପଦ୍ଧତି ଅବଲମ୍ବନ ଜରୁରୀ । ଜୈବିକ ଚାଷ, ଫସଲ ବିବିଧିକରଣ ଓ ଖାଦ୍ୟ ପ୍ରକ୍ରିୟାକରଣ ଶିଳ୍ପ ମାଧ୍ୟମରେ ଚାଷୀଙ୍କ ଆୟ ବୃଦ୍ଧି କରାଯାଇପାରିବ । ଜଳସେଚନ ପ୍ରକଳ୍ପଗୁଡ଼ିକୁ ଶୀଘ୍ର ସମ୍ପୂର୍ଣ୍ଣ କରିବା ଆବଶ୍ୟକ । ଚେକ୍ ଡ୍ୟାମ୍, ଲିଫ୍ଟ ଇରିଗେସନ ଓ ଗଭୀର ନଳକୂପ ମାଧ୍ୟମରେ ଅଧିକ ଜମିକୁ ଜଳସେଚିତ କରାଯିବା ଦରକାର । ଶୀତଳ ଭଣ୍ଡାର ଓ ଗୋଦାମ ସୁବିଧା ନଥିବାରୁ ପନିପରିବା ଚାଷୀ ଉଚିତ ଦର ପାଉନାହାନ୍ତି । କୃଷି ଗବେଷଣା କେନ୍ଦ୍ରଗୁଡ଼ିକର ଜ୍ଞାନ ମାଟି ପର୍ଯ୍ୟନ୍ତ ପହଞ୍ଚିବା ଦରକାର । ସରକାର, ବୈଜ୍ଞାନିକ ଓ ଚାଷୀଙ୍କ ମିଳିତ ଉଦ୍ୟମ ହିଁ କୃଷି କ୍ଷେତ୍ରର ଭବିଷ୍ୟତ ଗଢ଼ିପାରିବ । ତେଣୁ କୃଷି ହିଁ ରହିବ ଏବଂ ଦେଶକୁ ଖାଦ୍ୟ ଯୋଗାଇବ ।: [378, 184, 1114, 384]
- sudoku-cell: 4: [202, 1905, 235, 1938]
- matric-headline-box: [440, 2258, 690, 2292]
- masthead-quote: ଏହା ଏକ ଅଦ୍ଭୁତ ଘଟଣା ଯେ, ମଣିଷ ଭଲପାଇବାକୁ ଭଲ ପାଇ ପାରେ । ଅଥଚ, ସେ ମନୁଷ୍ୟକୁ ଭଲପାଇପାରେ ନାହିଁ । ତା' ହେଲେ କାହାକୁ ସେ ଭଲ ପାଏ ? -ଶ୍ରୀଅରବିନ୍ଦ: [386, 31, 926, 61]
- sudoku-cell: 4: [235, 1837, 268, 1870]
- sudoku-prev-cell: 2: [240, 2128, 259, 2141]
- sudoku-prev-cell: 6: [277, 2102, 296, 2115]
- swadeshe-alankhu-headline: ସ୍ୱଦେଶେ ଅଲକ୍ଷୁ: [1204, 13, 1418, 52]
- district-body: ଜିଲ୍ଲାରେ ବ୍ୟାଙ୍କ ସେବା ଉପରୁ ଲୋକଙ୍କ ଆସ୍ଥା ହ୍ରାସ ପାଉଛି । ଗ୍ରାମାଞ୍ଚଳରେ ବ୍ୟାଙ୍କ ଶାଖା ସଂଖ୍ୟା କମ୍ ଥିବାରୁ ଲୋକେ ଦୂର ବାଟ ଯାଇ ଟଙ୍କା ଉଠାଇବାକୁ ବାଧ୍ୟ ହେଉଛନ୍ତି । ଏଟିଏମ୍ ଗୁଡ଼ିକ ପ୍ରାୟ ଅଚଳ ଅବସ୍ଥାରେ ରହୁଛି । ବ୍ୟାଙ୍କ କର୍ମଚାରୀଙ୍କ ବ୍ୟବହାରରେ ମଧ୍ୟ ଲୋକେ ଅସନ୍ତୁଷ୍ଟ । ଋଣ ପାଇବା ପାଇଁ ଚାଷୀମାନେ ଦିନ ଦିନ ଧରି ବ୍ୟାଙ୍କ ଦୁଆରେ ଧାଉଁଛନ୍ତି । ଜନଧନ ଖାତା ଖୋଲିବା ପରେ ମଧ୍ୟ ଅନେକ ହିତାଧିକାରୀ ସୁବିଧା ପାଇପାରୁନାହାନ୍ତି । ପୁରୁଣା ଟଙ୍କା ବଦଳାଇବା, ପାସବୁକ ଅପଡେଟ କରିବା ଓ ଟଙ୍କା ଜମା କରିବା ଭଳି ସାଧାରଣ କାମ ପାଇଁ ଘଣ୍ଟା ଘଣ୍ଟା ଲାଇନରେ ଛିଡ଼ା ହେବାକୁ ପଡ଼ୁଛି । ବ୍ୟାଙ୍କ ମିତ୍ରମାନେ ଗାଁ ଗାଁ ବୁଲି ସେବା ଯୋଗାଇବା କଥା ଥିଲେ ହେଁ ତାହା କାଗଜ କଲମରେ ସୀମିତ ରହିଛି । ଏଟିଏମ୍ ଗୁଡ଼ିକରେ ଟଙ୍କା ନଥିବାରୁ ଗ୍ରାହକମାନେ ହଇରାଣ ହେଉଛନ୍ତି । ବୃଦ୍ଧ ଭତ୍ତା ଓ ବିଧବା ଭତ୍ତା ପାଇବା ପାଇଁ ମଧ୍ୟ ବୟସ୍କ ଲୋକମାନେ ଦୂର ଦୂରାନ୍ତରୁ ଆସୁଛନ୍ତି । ଜିଲ୍ଲା ପ୍ରଶାସନ ଏ ଦିଗରେ ତୁରନ୍ତ ପଦକ୍ଷେପ ନେବା ଆବଶ୍ୟକ । ଲିଡ୍ ବ୍ୟାଙ୍କ ମ୍ୟାନେଜର କହିଛନ୍ତି ଯେ ନୂଆ ଶାଖା ଖୋଲିବା ପାଇଁ ପ୍ରସ୍ତାବ ପଠାଯାଇଛି । ତେବେ କେବେ ସେଗୁଡ଼ିକ କାର୍ଯ୍ୟକାରୀ ହେବ ତାହା ଅନିଶ୍ଚିତ । ଗ୍ରାହକ ସେବା କେନ୍ଦ୍ର ଖୋଲାଯିବା ପରେ କିଛି ସୁବିଧା ମିଳିଥିଲେ ହେଁ ସେଠାରେ ମଧ୍ୟ ଅନିୟମିତତା ଅଭିଯୋଗ ଆସୁଛି । ସମ୍ପୃକ୍ତ କର୍ତ୍ତୃପକ୍ଷ ଏଥିପ୍ରତି ଧ୍ୟାନ ଦେଲେ ଲୋକଙ୍କ ଆସ୍ଥା ଫେରିଆସିବ । ଗ୍ରାମାଞ୍ଚଳରେ ବ୍ୟାଙ୍କିଂ ସଚେତନତା ବୃଦ୍ଧି ପାଇଁ ବିଶେଷ ଶିବିର ଆୟୋଜନ କରାଯିବା ଉଚିତ । ଡିଜିଟାଲ କାରବାର ବିଷୟରେ ଲୋକଙ୍କୁ ତାଲିମ ଦେବା ମଧ୍ୟ ଜରୁରୀ ।: [6, 812, 364, 1121]
- sudoku-cell: [302, 1770, 335, 1804]
- ghoda-headline: ଘୋଡା ବେପାର: [875, 2068, 1013, 2096]
- pathak-headline-box: [760, 1880, 1128, 1938]
- sudoku-prev-cell: 5: [296, 2128, 315, 2141]
- envelope-icon: [768, 1884, 848, 1934]
- sudoku-cell: [168, 1804, 201, 1837]
- sudoku-cell: [35, 1905, 68, 1938]
- contact-email-advt[interactable]: E-mail:advt@dharitri.com: [1238, 2199, 1396, 2214]
- poem-line: ଦୂରଦ ଭିଜାର ସନ୍ତ: [141, 103, 229, 117]
- district-name: ମୟୂରଭଞ୍ଜ: [16, 696, 176, 737]
- sudoku-cell: 9: [68, 1837, 101, 1870]
- sudoku-cell: 2: [302, 1938, 335, 1971]
- sweekruti-body: ମହାଶୟ, ମାଧ୍ୟମିକ ଶିକ୍ଷା ପରିଷଦ ଅଧୀନରେ ଥିବା ଘରୋଇ ବିଦ୍ୟାଳୟଗୁଡ଼ିକର ସ୍ୱୀକୃତି ନବୀକରଣ ଫି ହଠାତ୍ ବୃଦ୍ଧି କରାଯାଇଛି । ଏହା ବିଦ୍ୟାଳୟଗୁଡ଼ିକ ପାଇଁ ଆର୍ଥିକ ବୋଝ ସୃଷ୍ଟି କରିବ । ଛୋଟ ଛୋଟ ଗ୍ରାମାଞ୍ଚଳ ବିଦ୍ୟାଳୟଗୁଡ଼ିକ ଅତି କମ୍ ଦେୟ ନେଇ ଗରିବ ପିଲାଙ୍କୁ ଶିକ୍ଷା ଦେଉଛନ୍ତି । ଏଭଳି ଅବସ୍ଥାରେ ଫି ବୃଦ୍ଧି ସେମାନଙ୍କ ପାଇଁ ବଡ଼ ସମସ୍ୟା । ଅନେକ ବିଦ୍ୟାଳୟ ବନ୍ଦ ହେବା ଆଶଙ୍କା ରହିଛି । ଏହାଦ୍ୱାରା ହଜାର ହଜାର ଛାତ୍ରଛାତ୍ରୀଙ୍କ ଭବିଷ୍ୟତ ଅନ୍ଧକାର ହୋଇଯିବ । ତେଣୁ ବିଦ୍ୟାଳୟ ଓ ଗଣଶିକ୍ଷା ବିଭାଗ ଏହି ନିଷ୍ପତ୍ତି ପୁନର୍ବିଚାର କରନ୍ତୁ । ଶିକ୍ଷକମାନଙ୍କ ଦରମା ଦେବା ପାଇଁ ମଧ୍ୟ ପରିଚାଳନା କମିଟି ହଇରାଣ ହେଉଛନ୍ତି । ସରକାର ଏଥିପ୍ରତି ସହାନୁଭୂତି ଦେଖାଇବା ଦରକାର । ଶିକ୍ଷା ଅଧିକାର ଆଇନ ଅନୁଯାୟୀ ପ୍ରତ୍ୟେକ ପିଲାଙ୍କୁ ଶିକ୍ଷା ଦେବା ସରକାରଙ୍କ ଦାୟିତ୍ୱ ।: [378, 1946, 748, 2100]
- sudoku-cell: [168, 1938, 201, 1971]
- sudoku-prev-cell: 4: [183, 2076, 202, 2089]
- sudoku-prev-label: ପୂର୍ବ ଉତ୍ତର: [182, 2038, 230, 2049]
- sudoku-cell: 2: [135, 1971, 168, 2004]
- sudoku-cell: 2: [102, 1837, 135, 1870]
- list-item: ● ସ୍ୱାଧୀନତାଠାରୁ ୩୦ କି.ମି. ଦୂର ଗାଁରେ ଏକ ଗୋଷ୍ଠୀ ସଂଘର୍ଷ ଘଟିଛି ।: [6, 1562, 326, 1576]
- sudoku-cell: [268, 1704, 301, 1737]
- sudoku-cell: [202, 1770, 235, 1804]
- sweekruti-headline: ସ୍ୱୀକୃତି ନବୀକରଣ ଫି ବୃଦ୍ଧି କାହିଁକି: [413, 1896, 713, 1922]
- sudoku-cell: [135, 1770, 168, 1804]
- sudoku-cell: 1: [268, 1837, 301, 1870]
- sudoku-prev-cell: 1: [315, 2076, 334, 2089]
- chirantani-box: [4, 4, 366, 200]
- swadeshe-alankhu-signature: ଜନକ ଆଶ୍ରମ ମାର୍ଗ, କୁଷ୍ଟପୁର, ମୋ: ୯୪୩୭୦୭୭୬୬୧: [1258, 1848, 1494, 1861]
- ghoda-signature: ଶରତ ମହାନ୍ତି, ଭୁବନେଶ୍ୱର: [1005, 2258, 1128, 2271]
- sudoku-prev-cell: 3: [334, 2141, 353, 2154]
- contact-box: [1140, 2084, 1494, 2334]
- sudoku-cell: 3: [35, 1737, 68, 1770]
- sudoku-prev-cell: 9: [277, 2076, 296, 2089]
- sudoku-cell: [102, 1804, 135, 1837]
- sudoku-prev-cell: 8: [202, 2154, 221, 2167]
- sudoku-cell: [68, 1704, 101, 1737]
- sudoku-cell: [35, 1770, 68, 1804]
- sudoku-cell: [35, 1837, 68, 1870]
- sudoku-prev-cell: 2: [315, 2154, 334, 2167]
- twentyfive-years-title: ପଚିଶ ବର୍ଷ ତଳର ଧରିତ୍ରୀ.../୨୫ ଜୁନ୍ ୧୯୮୯: [6, 1500, 364, 1527]
- sudoku-prev-cell: 1: [202, 2050, 221, 2063]
- sudoku-prev-cell: 4: [259, 2063, 278, 2076]
- sudoku-prev-cell: 9: [240, 2115, 259, 2128]
- sudoku-prev-cell: 9: [202, 2089, 221, 2102]
- sudoku-prev-cell: 6: [202, 2063, 221, 2076]
- sudoku-cell: 6: [135, 1905, 168, 1938]
- poem-line: ବିଚିତ୍ର ଭଲେ ନାହିଁ ଘଟେ: [129, 120, 241, 134]
- sudoku-cell: [135, 1837, 168, 1870]
- sudoku-prev-cell: 3: [334, 2076, 353, 2089]
- pathak-headline: ପାଠକ ଶ୍ରେଷ୍ଠ ବିଚାରକ: [854, 1893, 1101, 1924]
- sudoku-cell: [235, 1770, 268, 1804]
- sudoku-cell: [202, 1938, 235, 1971]
